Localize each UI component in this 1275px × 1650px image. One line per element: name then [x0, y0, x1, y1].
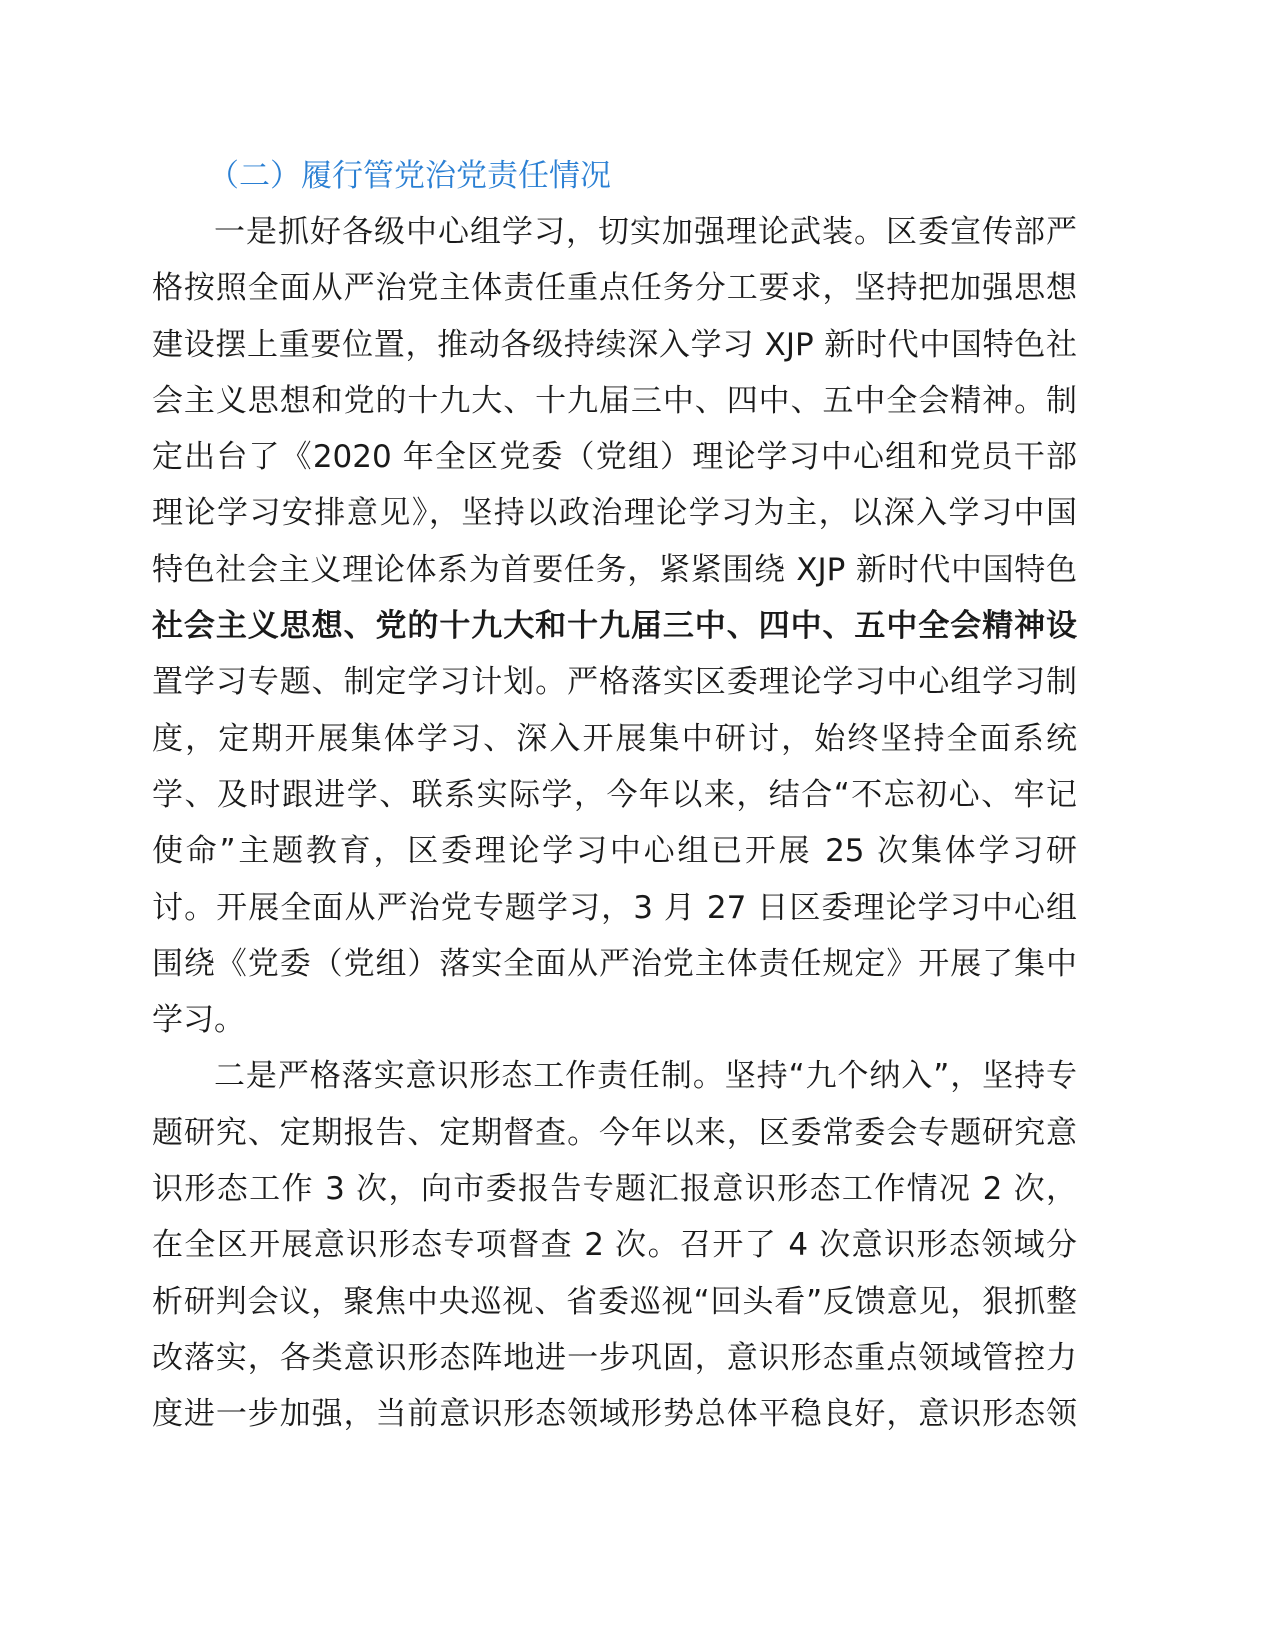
text-line: 特色社会主义理论体系为首要任务，紧紧围绕 XJP 新时代中国特色	[152, 551, 1077, 588]
text-line: 置学习专题、制定学习计划。严格落实区委理论学习中心组学习制	[152, 664, 1077, 701]
text-line: 理论学习安排意见》，坚持以政治理论学习为主，以深入学习中国	[152, 495, 1077, 532]
paragraph-ideology-responsibility	[152, 1048, 1077, 1442]
text-line: 度进一步加强，当前意识形态领域形势总体平稳良好，意识形态领	[152, 1396, 1077, 1433]
text-line: 建设摆上重要位置，推动各级持续深入学习 XJP 新时代中国特色社	[152, 326, 1077, 363]
text-line: 定出台了《2020 年全区党委（党组）理论学习中心组和党员干部	[152, 439, 1077, 476]
text-line: 析研判会议，聚焦中央巡视、省委巡视“回头看”反馈意见，狠抓整	[152, 1283, 1077, 1320]
text-line: 社会主义思想、党的十九大和十九届三中、四中、五中全会精神设	[152, 608, 1077, 645]
text-line: 会主义思想和党的十九大、十九届三中、四中、五中全会精神。制	[152, 382, 1077, 419]
text-line: 在全区开展意识形态专项督查 2 次。召开了 4 次意识形态领域分	[152, 1227, 1077, 1264]
text-line: 题研究、定期报告、定期督查。今年以来，区委常委会专题研究意	[152, 1114, 1077, 1151]
text-line: 改落实，各类意识形态阵地进一步巩固，意识形态重点领域管控力	[152, 1339, 1077, 1376]
text-line: 学、及时跟进学、联系实际学，今年以来，结合“不忘初心、牢记	[152, 776, 1077, 813]
text-line: 度，定期开展集体学习、深入开展集中研讨，始终坚持全面系统	[152, 720, 1077, 757]
section-heading: （二）履行管党治党责任情况	[208, 158, 611, 194]
document-body	[152, 148, 1077, 1443]
text-line: 识形态工作 3 次，向市委报告专题汇报意识形态工作情况 2 次，	[152, 1171, 1077, 1208]
text-line: 讨。开展全面从严治党专题学习，3 月 27 日区委理论学习中心组	[152, 889, 1077, 926]
text-line: 使命”主题教育，区委理论学习中心组已开展 25 次集体学习研	[152, 833, 1077, 870]
paragraph-theory-study	[152, 204, 1077, 1048]
text-line: 格按照全面从严治党主体责任重点任务分工要求，坚持把加强思想	[152, 270, 1077, 307]
text-line: 二是严格落实意识形态工作责任制。坚持“九个纳入”，坚持专	[214, 1058, 1077, 1095]
text-line: 围绕《党委（党组）落实全面从严治党主体责任规定》开展了集中	[152, 945, 1077, 982]
text-line: 学习。	[152, 1002, 245, 1039]
text-line: 一是抓好各级中心组学习，切实加强理论武装。区委宣传部严	[214, 214, 1077, 250]
